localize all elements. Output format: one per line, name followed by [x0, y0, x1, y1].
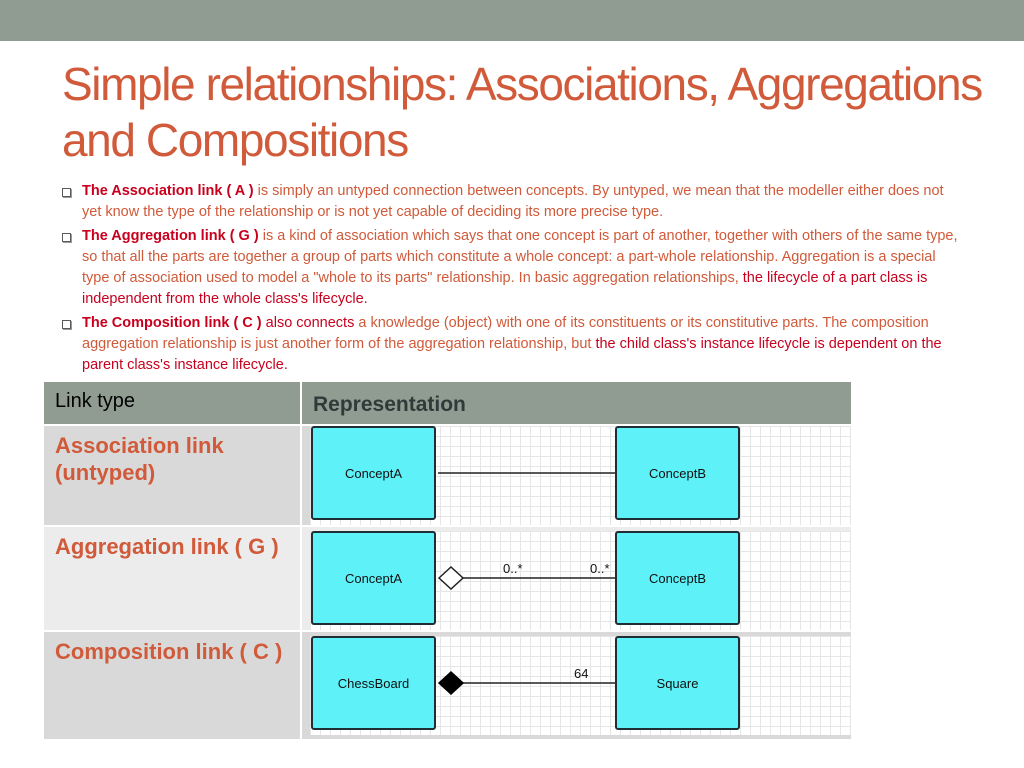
aggregation-diagram [310, 531, 851, 630]
bullet-text: is a kind of association which says that one concept is part of another, together with others of the same type, so that all the parts are together a group of parts which constitute a whole concept: a part-whole relationship. Aggregation is a special type of association used to model a "whole to its parts" relationship. In basic aggregation relationships, [82, 228, 958, 286]
column-divider [300, 382, 302, 739]
uml-class-box [311, 426, 436, 520]
class-name: ConceptA [344, 570, 403, 586]
row-label: Association link (untyped) [55, 433, 224, 485]
bullet-highlight: the lifecycle of a part class is independent from the whole class's lifecycle. [82, 270, 928, 307]
bullet-highlight: the child class's instance lifecycle is dependent on the parent class's instance lifecycle. [82, 336, 942, 373]
header-link-type: Link type [55, 390, 136, 412]
class-name: ConceptB [648, 465, 707, 481]
bullet-text: a knowledge (object) with one of its constituents or its constitutive parts. The composition aggregation relationship is just another form of the aggregation relationship, but [82, 315, 929, 352]
header-representation: Representation [313, 393, 466, 416]
class-name: ConceptB [648, 570, 707, 586]
uml-class-box [615, 531, 740, 625]
filled-diamond-icon [439, 672, 463, 694]
multiplicity-right: 64 [574, 666, 589, 681]
bullet-association [62, 181, 962, 223]
hollow-diamond-icon [439, 567, 463, 589]
table-row-association [44, 426, 851, 525]
table-header [44, 382, 851, 424]
square-bullet-icon [62, 188, 71, 197]
bullet-term: The Aggregation link ( G ) [82, 228, 259, 244]
uml-class-box [615, 636, 740, 730]
uml-class-box [311, 531, 436, 625]
bullet-composition [62, 313, 962, 376]
class-name: ChessBoard [337, 675, 410, 691]
square-bullet-icon [62, 320, 71, 329]
uml-class-box [311, 636, 436, 730]
table-row-composition [44, 632, 851, 739]
class-name: Square [656, 675, 699, 691]
uml-class-box [615, 426, 740, 520]
class-name: ConceptA [344, 465, 403, 481]
link-type-table [44, 382, 851, 739]
multiplicity-left: 0..* [503, 561, 523, 576]
bullet-also: also connects [261, 315, 355, 331]
top-bar [0, 0, 1024, 41]
slide-title: Simple relationships: Associations, Aggregations and Compositions [62, 58, 982, 166]
bullet-term: The Association link ( A ) [82, 183, 254, 199]
multiplicity-right: 0..* [590, 561, 610, 576]
square-bullet-icon [62, 233, 71, 242]
bullet-list [62, 181, 962, 379]
composition-diagram [310, 636, 851, 735]
row-label: Composition link ( C ) [55, 639, 283, 664]
table-row-aggregation [44, 527, 851, 630]
bullet-text: is simply an untyped connection between concepts. By untyped, we mean that the modeller either does not yet know the type of the relationship or is not yet capable of deciding its more precise type. [82, 183, 944, 220]
row-label: Aggregation link ( G ) [55, 534, 279, 559]
bullet-aggregation [62, 226, 962, 310]
association-diagram [310, 426, 851, 525]
bullet-term: The Composition link ( C ) [82, 315, 262, 331]
